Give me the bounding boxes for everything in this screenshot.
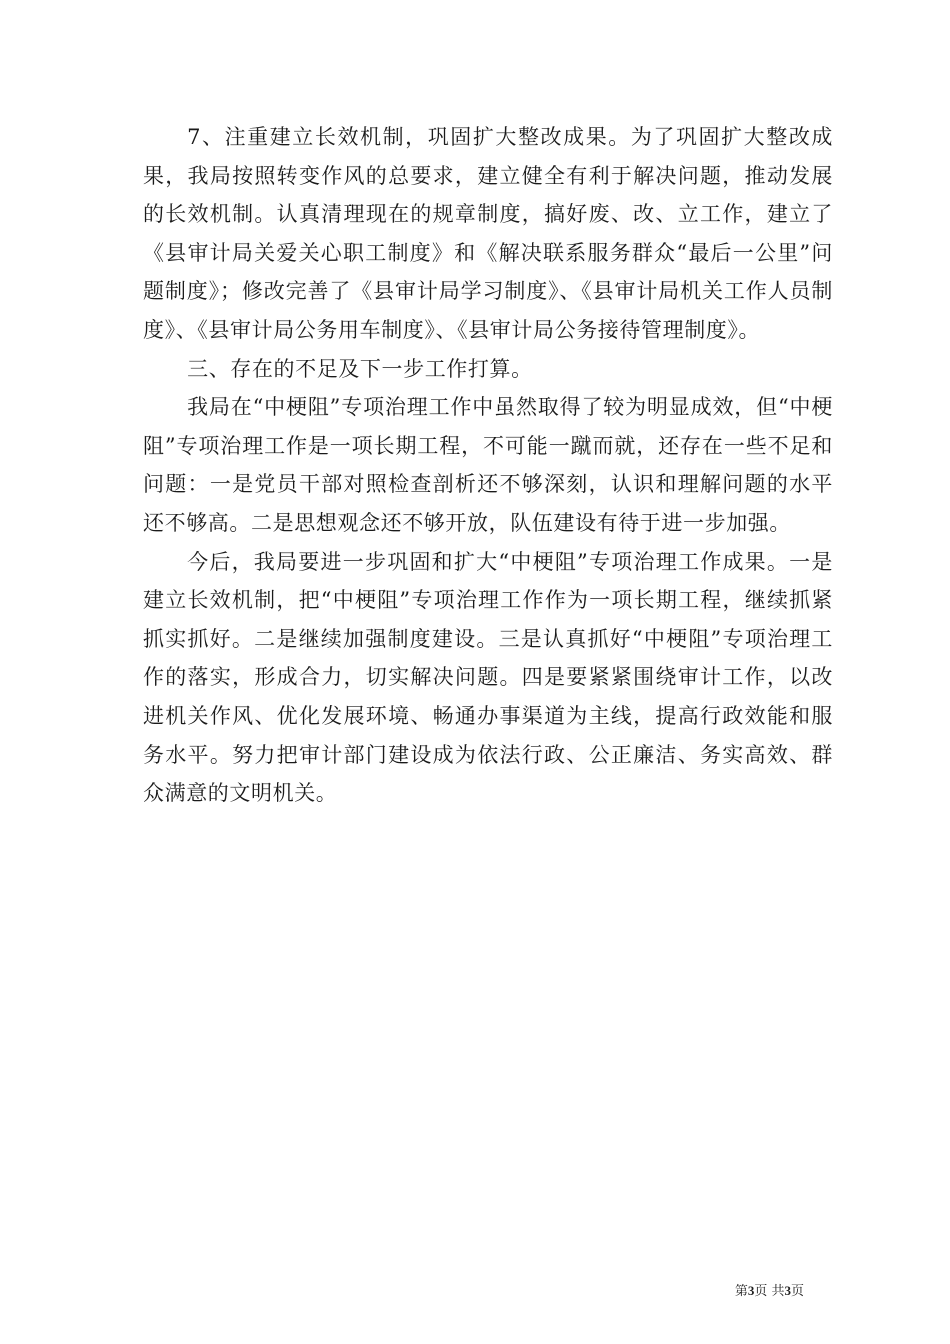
paragraph-next-steps: 今后，我局要进一步巩固和扩大“中梗阻”专项治理工作成果。一是建立长效机制，把“中梗阻”专项治理工作作为一项长期工程，继续抓紧抓实抓好。二是继续加强制度建设。三是认真抓好“中梗阻”专项治理工作的落实，形成合力，切实解决问题。四是要紧紧围绕审计工作，以改进机关作风、优化发展环境、畅通办事渠道为主线，提高行政效能和服务水平。努力把审计部门建设成为依法行政、公正廉洁、务实高效、群众满意的文明机关。 [143, 549, 833, 806]
footer-total-pages: 3 [784, 1283, 791, 1298]
page-footer [735, 1280, 804, 1299]
paragraph-shortcomings: 我局在“中梗阻”专项治理工作中虽然取得了较为明显成效，但“中梗阻”专项治理工作是一项长期工程，不可能一蹴而就，还存在一些不足和问题：一是党员干部对照检查剖析还不够深刻，认识和理解问题的水平还不够高。二是思想观念还不够开放，队伍建设有待于进一步加强。 [143, 395, 833, 535]
footer-page-number: 3 [747, 1283, 755, 1298]
footer-middle: 页 共 [754, 1284, 785, 1299]
paragraph-long-term-mechanism: 7、注重建立长效机制，巩固扩大整改成果。为了巩固扩大整改成果，我局按照转变作风的总要求，建立健全有利于解决问题，推动发展的长效机制。认真清理现在的规章制度，搞好废、改、立工作，建立了《县审计局关爱关心职工制度》和《解决联系服务群众“最后一公里”问题制度》；修改完善了《县审计局学习制度》、《县审计局机关工作人员制度》、《县审计局公务用车制度》、《县审计局公务接待管理制度》。 [143, 125, 833, 342]
footer-suffix: 页 [790, 1284, 804, 1299]
section-heading-shortcomings: 三、存在的不足及下一步工作打算。 [187, 356, 533, 381]
footer-prefix: 第 [734, 1284, 748, 1299]
document-body [143, 118, 833, 813]
